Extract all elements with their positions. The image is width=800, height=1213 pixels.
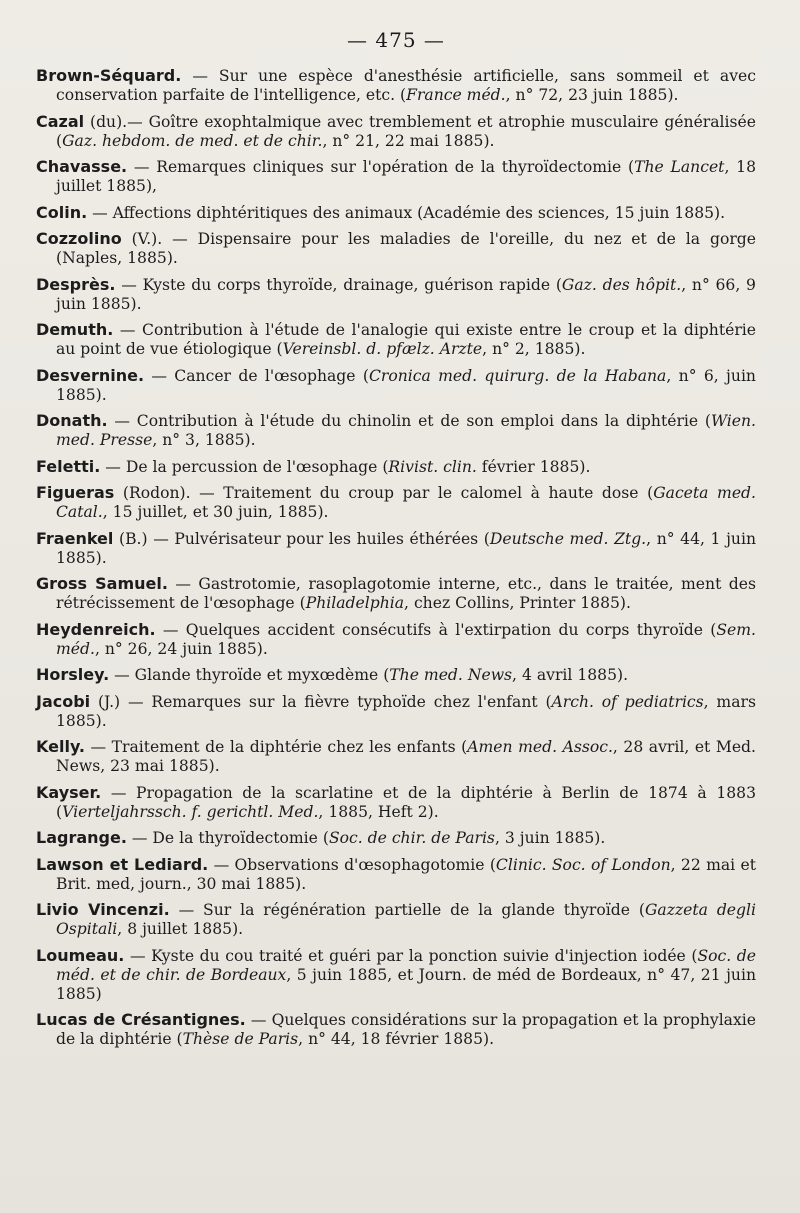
entry-text: — Affections diphtéritiques des animaux (Académie des sciences, 15 juin 1885). bbox=[87, 203, 726, 222]
entry-source: Gazzeta degli Ospitali bbox=[56, 901, 756, 938]
entry-text: (B.) — Pulvérisateur pour les huiles éthérées ( bbox=[113, 529, 490, 548]
entry-text: — Traitement de la diphtérie chez les enfants ( bbox=[84, 738, 468, 756]
bibliography-entry bbox=[36, 157, 756, 196]
entry-text: , n° 6, juin 1885). bbox=[56, 366, 756, 404]
bibliography-entry bbox=[36, 229, 756, 268]
entry-text: , 15 juillet, et 30 juin, 1885). bbox=[102, 503, 329, 521]
entry-author: Cozzolino bbox=[36, 229, 122, 248]
entry-text: , 8 juillet 1885). bbox=[117, 920, 244, 938]
entry-text: (V.). — Dispensaire pour les maladies de l'oreille, du nez et de la gorge (Naples, 1885). bbox=[56, 230, 756, 267]
entry-source: The med. News bbox=[389, 666, 513, 684]
bibliography-entry bbox=[36, 620, 756, 659]
entry-author: Loumeau. bbox=[36, 945, 125, 965]
entry-text: , 4 avril 1885). bbox=[512, 666, 629, 684]
bibliography-entry bbox=[36, 457, 756, 477]
entry-author: Lagrange. bbox=[36, 828, 127, 847]
entry-source: Soc. de méd. et de chir. de Bordeaux bbox=[56, 946, 756, 984]
entry-author: Figueras bbox=[36, 483, 115, 502]
entry-author: Donath. bbox=[36, 411, 108, 430]
entry-source: Soc. de chir. de Paris bbox=[328, 829, 495, 847]
entry-text: — Propagation de la scarlatine et de la diphtérie à Berlin de 1874 à 1883 ( bbox=[56, 783, 756, 821]
entry-source: Rivist. clin. bbox=[388, 457, 477, 476]
entry-source: Vierteljahrssch. f. gerichtl. Med. bbox=[62, 802, 319, 821]
entry-text: , chez Collins, Printer 1885). bbox=[404, 594, 631, 612]
entry-author: Horsley. bbox=[36, 665, 110, 684]
entry-text: — Gastrotomie, rasoplagotomie interne, etc., dans le traitée, ment des rétrécissement de l'œsophage ( bbox=[56, 575, 756, 612]
entry-text: , n° 72, 23 juin 1885). bbox=[505, 86, 679, 104]
entry-author: Colin. bbox=[36, 202, 88, 222]
entry-text: (Rodon). — Traitement du croup par le calomel à haute dose ( bbox=[114, 484, 654, 502]
entry-source: The Lancet bbox=[634, 158, 725, 176]
entry-author: Heydenreich. bbox=[36, 619, 156, 639]
entry-source: Cronica med. quirurg. de la Habana bbox=[368, 366, 667, 385]
entry-text: , n° 44, 18 février 1885). bbox=[298, 1030, 495, 1048]
bibliography-entry bbox=[36, 737, 756, 776]
entry-source: Gaz. des hôpit. bbox=[561, 275, 682, 294]
entry-text: — Quelques considérations sur la propagation et la prophylaxie de la diphtérie ( bbox=[56, 1011, 756, 1048]
entry-source: France méd. bbox=[406, 86, 506, 104]
entry-text: , n° 2, 1885). bbox=[482, 340, 586, 358]
entry-source: Thèse de Paris bbox=[182, 1030, 299, 1048]
bibliography-entry bbox=[36, 828, 756, 848]
entry-text: — Contribution à l'étude de l'analogie qui existe entre le croup et la diphtérie au point de vue étiologique ( bbox=[56, 321, 756, 358]
entry-source: Clinic. Soc. of London bbox=[495, 855, 671, 874]
bibliography-list bbox=[36, 66, 756, 1049]
entry-source: Vereinsbl. d. pfælz. Arzte bbox=[282, 340, 483, 358]
entry-text: (du).— Goître exophtalmique avec tremblement et atrophie musculaire généralisée ( bbox=[56, 112, 756, 150]
entry-text: (J.) — Remarques sur la fièvre typhoïde chez l'enfant ( bbox=[90, 692, 552, 711]
entry-author: Desvernine. bbox=[36, 365, 145, 385]
bibliography-entry bbox=[36, 275, 756, 314]
bibliography-entry bbox=[36, 1010, 756, 1049]
entry-text: — Cancer de l'œsophage ( bbox=[144, 366, 369, 385]
entry-text: , n° 26, 24 juin 1885). bbox=[94, 639, 268, 658]
entry-author: Brown-Séquard. bbox=[36, 66, 182, 85]
bibliography-entry bbox=[36, 900, 756, 939]
entry-text: — Quelques accident consécutifs à l'extirpation du corps thyroïde ( bbox=[155, 620, 717, 639]
bibliography-entry bbox=[36, 946, 756, 1004]
bibliography-entry bbox=[36, 320, 756, 359]
entry-author: Chavasse. bbox=[36, 157, 128, 176]
entry-author: Feletti. bbox=[36, 456, 101, 476]
entry-author: Lawson et Lediard. bbox=[36, 854, 209, 874]
entry-text: , 1885, Heft 2). bbox=[318, 802, 439, 821]
entry-author: Cazal bbox=[36, 111, 85, 131]
entry-author: Desprès. bbox=[36, 274, 116, 294]
entry-text: , n° 21, 22 mai 1885). bbox=[322, 131, 495, 150]
entry-text: — Observations d'œsophagotomie ( bbox=[208, 855, 496, 874]
bibliography-entry bbox=[36, 665, 756, 685]
bibliography-entry bbox=[36, 112, 756, 151]
entry-text: , 18 juillet 1885), bbox=[56, 158, 756, 195]
entry-text: — Kyste du corps thyroïde, drainage, guérison rapide ( bbox=[115, 275, 562, 294]
entry-text: , 22 mai et Brit. med, journ., 30 mai 1885). bbox=[56, 855, 756, 893]
bibliography-entry bbox=[36, 483, 756, 522]
entry-source: Philadelphia bbox=[305, 594, 405, 612]
entry-text: , 28 avril, et Med. News, 23 mai 1885). bbox=[56, 738, 756, 775]
entry-author: Demuth. bbox=[36, 320, 114, 339]
entry-source: Sem. méd. bbox=[56, 620, 756, 658]
page-number: — 475 — bbox=[347, 28, 445, 52]
entry-text: , n° 44, 1 juin 1885). bbox=[56, 529, 756, 567]
bibliography-entry bbox=[36, 411, 756, 450]
bibliography-entry bbox=[36, 574, 756, 613]
entry-text: , n° 66, 9 juin 1885). bbox=[56, 275, 756, 313]
entry-text: — Remarques cliniques sur l'opération de la thyroïdectomie ( bbox=[127, 158, 635, 176]
entry-text: — De la percussion de l'œsophage ( bbox=[100, 457, 389, 476]
entry-text: février 1885). bbox=[476, 457, 591, 476]
entry-text: — De la thyroïdectomie ( bbox=[126, 829, 329, 847]
entry-text: — Kyste du cou traité et guéri par la ponction suivie d'injection iodée ( bbox=[124, 946, 698, 965]
bibliography-entry bbox=[36, 203, 756, 223]
entry-text: , n° 3, 1885). bbox=[152, 431, 256, 449]
entry-author: Kelly. bbox=[36, 737, 85, 756]
entry-text: — Glande thyroïde et myxœdème ( bbox=[109, 666, 390, 684]
bibliography-entry bbox=[36, 692, 756, 731]
bibliography-entry bbox=[36, 855, 756, 894]
entry-text: , 3 juin 1885). bbox=[494, 829, 606, 847]
entry-author: Kayser. bbox=[36, 782, 102, 802]
entry-source: Wien. med. Presse bbox=[56, 412, 756, 449]
entry-text: — Contribution à l'étude du chinolin et de son emploi dans la diphtérie ( bbox=[107, 412, 712, 430]
entry-author: Fraenkel bbox=[36, 528, 114, 548]
entry-source: Gaz. hebdom. de med. et de chir. bbox=[62, 131, 323, 150]
bibliography-entry bbox=[36, 529, 756, 568]
bibliography-entry bbox=[36, 366, 756, 405]
entry-source: Gaceta med. Catal. bbox=[56, 484, 756, 521]
entry-author: Livio Vincenzi. bbox=[36, 900, 170, 919]
bibliography-entry bbox=[36, 783, 756, 822]
entry-author: Lucas de Crésantignes. bbox=[36, 1010, 246, 1029]
entry-source: Deutsche med. Ztg. bbox=[489, 529, 647, 548]
entry-text: , 5 juin 1885, et Journ. de méd de Bordeaux, n° 47, 21 juin 1885) bbox=[56, 965, 756, 1003]
entry-author: Gross Samuel. bbox=[36, 574, 168, 593]
entry-source: Arch. of pediatrics bbox=[551, 692, 704, 711]
entry-text: — Sur une espèce d'anesthésie artificielle, sans sommeil et avec conservation parfaite de l'intelligence, etc. ( bbox=[56, 67, 756, 104]
entry-author: Jacobi bbox=[36, 691, 91, 711]
bibliography-entry bbox=[36, 66, 756, 105]
entry-text: — Sur la régénération partielle de la glande thyroïde ( bbox=[169, 901, 645, 919]
entry-source: Amen med. Assoc. bbox=[467, 738, 613, 756]
entry-text: , mars 1885). bbox=[56, 692, 756, 730]
